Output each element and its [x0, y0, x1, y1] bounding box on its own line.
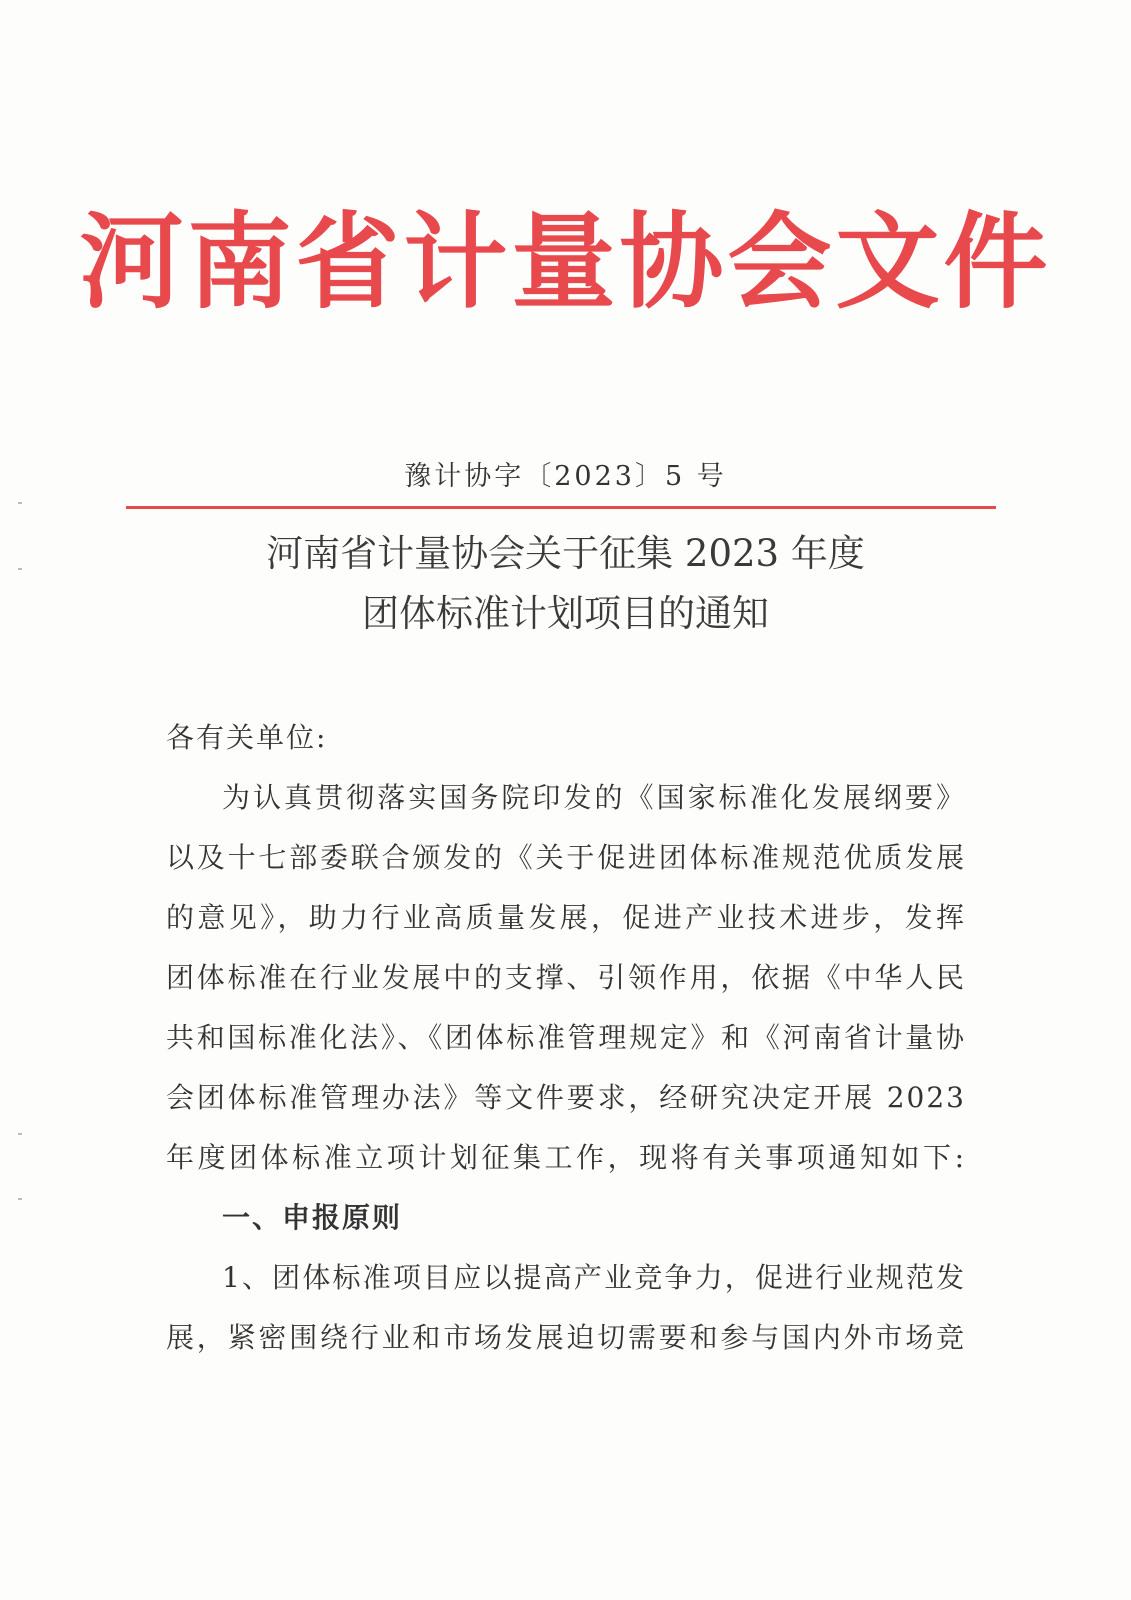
- paragraph-line: 共和国标准化法》、《团体标准管理规定》和《河南省计量协: [166, 1021, 966, 1054]
- notice-title-line-1: 河南省计量协会关于征集 2023 年度: [266, 532, 865, 575]
- scan-margin-mark: [18, 1133, 22, 1135]
- section-heading: 一、申报原则: [222, 1201, 403, 1234]
- salutation: 各有关单位:: [166, 721, 328, 754]
- red-divider-line: [126, 506, 996, 509]
- notice-title: [0, 524, 1131, 644]
- paragraph-line: 的意见》，助力行业高质量发展，促进产业技术进步，发挥: [166, 901, 966, 934]
- paragraph-line: 以及十七部委联合颁发的《关于促进团体标准规范优质发展: [166, 841, 966, 874]
- notice-title-line-2: 团体标准计划项目的通知: [362, 592, 769, 635]
- paragraph-line: 团体标准在行业发展中的支撑、引领作用，依据《中华人民: [166, 961, 966, 994]
- scan-margin-mark: [18, 1198, 22, 1200]
- paragraph-line: 为认真贯彻落实国务院印发的《国家标准化发展纲要》: [222, 781, 966, 814]
- document-body: [166, 708, 966, 1368]
- paragraph-line: 展，紧密围绕行业和市场发展迫切需要和参与国内外市场竞: [166, 1321, 966, 1354]
- scan-margin-mark: [18, 502, 22, 504]
- document-number: 豫计协字〔2023〕5 号: [404, 461, 727, 492]
- paragraph-line: 1、团体标准项目应以提高产业竞争力，促进行业规范发: [222, 1261, 966, 1294]
- paragraph-line: 会团体标准管理办法》等文件要求，经研究决定开展 2023: [166, 1081, 966, 1114]
- issuer-header-title: 河南省计量协会文件: [79, 201, 1052, 323]
- paragraph-line: 年度团体标准立项计划征集工作，现将有关事项通知如下:: [166, 1141, 966, 1174]
